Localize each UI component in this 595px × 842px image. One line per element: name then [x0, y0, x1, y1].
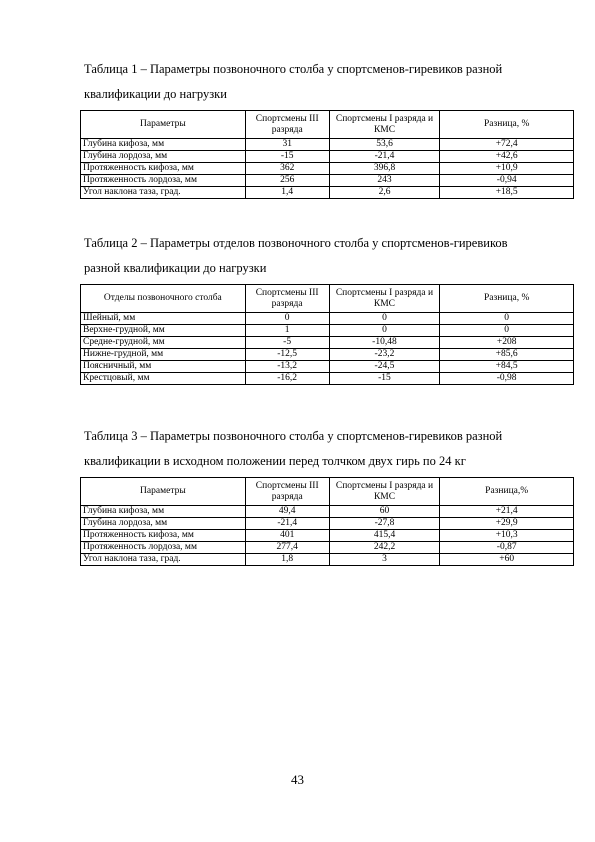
row-label: Верхне-грудной, мм [81, 325, 246, 337]
header-cell: Спортсмены I разряда и КМС [329, 111, 440, 139]
header-cell: Спортсмены I разряда и КМС [329, 478, 440, 506]
table-row [81, 139, 574, 151]
table-header-row [81, 478, 574, 506]
cell-value: +60 [440, 554, 574, 566]
table-2-caption-line-2: разной квалификации до нагрузки [84, 261, 267, 275]
table-header-row [81, 111, 574, 139]
row-label: Поясничный, мм [81, 361, 246, 373]
cell-value: 243 [329, 175, 440, 187]
cell-value: -0,98 [440, 373, 574, 385]
header-cell: Разница, % [440, 111, 574, 139]
page-number: 43 [291, 772, 304, 787]
cell-value: 242,2 [329, 542, 440, 554]
cell-value: 0 [329, 313, 440, 325]
row-label: Угол наклона таза, град. [81, 554, 246, 566]
table-2-caption [84, 231, 554, 281]
cell-value: 256 [245, 175, 329, 187]
cell-value: -0,94 [440, 175, 574, 187]
cell-value: -27,8 [329, 518, 440, 530]
table-row [81, 175, 574, 187]
row-label: Угол наклона таза, град. [81, 187, 246, 199]
header-cell: Спортсмены I разряда и КМС [329, 285, 440, 313]
row-label: Протяженность лордоза, мм [81, 542, 246, 554]
table-row [81, 506, 574, 518]
row-label: Средне-грудной, мм [81, 337, 246, 349]
table-row [81, 337, 574, 349]
cell-value: -24,5 [329, 361, 440, 373]
table-2-caption-line-1: Таблица 2 – Параметры отделов позвоночного столба у спортсменов-гиревиков [84, 236, 508, 250]
table-row [81, 542, 574, 554]
table-1-caption-line-1: Таблица 1 – Параметры позвоночного столба у спортсменов-гиревиков разной [84, 62, 503, 76]
cell-value: 3 [329, 554, 440, 566]
row-label: Протяженность кифоза, мм [81, 530, 246, 542]
table-row [81, 313, 574, 325]
cell-value: +85,6 [440, 349, 574, 361]
cell-value: -23,2 [329, 349, 440, 361]
table-header-row [81, 285, 574, 313]
cell-value: +72,4 [440, 139, 574, 151]
cell-value: +18,5 [440, 187, 574, 199]
cell-value: 1 [245, 325, 329, 337]
table-row [81, 518, 574, 530]
cell-value: +10,9 [440, 163, 574, 175]
cell-value: -0,87 [440, 542, 574, 554]
cell-value: 1,4 [245, 187, 329, 199]
header-cell: Спортсмены III разряда [245, 285, 329, 313]
cell-value: -10,48 [329, 337, 440, 349]
cell-value: +29,9 [440, 518, 574, 530]
cell-value: 53,6 [329, 139, 440, 151]
table-1-caption [84, 57, 554, 107]
cell-value: +208 [440, 337, 574, 349]
table-row [81, 349, 574, 361]
table-1-caption-line-2: квалификации до нагрузки [84, 87, 227, 101]
header-cell: Параметры [81, 111, 246, 139]
header-cell: Отделы позвоночного столба [81, 285, 246, 313]
table-3-caption-line-2: квалификации в исходном положении перед толчком двух гирь по 24 кг [84, 454, 466, 468]
table-row [81, 373, 574, 385]
row-label: Протяженность кифоза, мм [81, 163, 246, 175]
row-label: Глубина лордоза, мм [81, 518, 246, 530]
cell-value: 0 [440, 325, 574, 337]
header-cell: Спортсмены III разряда [245, 478, 329, 506]
cell-value: -5 [245, 337, 329, 349]
header-cell: Спортсмены III разряда [245, 111, 329, 139]
header-cell: Параметры [81, 478, 246, 506]
header-cell: Разница,% [440, 478, 574, 506]
cell-value: +10,3 [440, 530, 574, 542]
row-label: Глубина лордоза, мм [81, 151, 246, 163]
table-row [81, 151, 574, 163]
cell-value: 396,8 [329, 163, 440, 175]
cell-value: +84,5 [440, 361, 574, 373]
table-3 [80, 477, 574, 566]
cell-value: -16,2 [245, 373, 329, 385]
table-row [81, 530, 574, 542]
table-row [81, 187, 574, 199]
row-label: Нижне-грудной, мм [81, 349, 246, 361]
table-row [81, 163, 574, 175]
cell-value: 401 [245, 530, 329, 542]
row-label: Крестцовый, мм [81, 373, 246, 385]
cell-value: 277,4 [245, 542, 329, 554]
row-label: Шейный, мм [81, 313, 246, 325]
cell-value: 0 [245, 313, 329, 325]
cell-value: -21,4 [245, 518, 329, 530]
cell-value: -21,4 [329, 151, 440, 163]
cell-value: 60 [329, 506, 440, 518]
cell-value: 31 [245, 139, 329, 151]
cell-value: 1,8 [245, 554, 329, 566]
cell-value: 0 [329, 325, 440, 337]
cell-value: -13,2 [245, 361, 329, 373]
cell-value: -15 [245, 151, 329, 163]
table-3-caption [84, 424, 554, 474]
cell-value: 362 [245, 163, 329, 175]
cell-value: 415,4 [329, 530, 440, 542]
row-label: Протяженность лордоза, мм [81, 175, 246, 187]
row-label: Глубина кифоза, мм [81, 506, 246, 518]
cell-value: +21,4 [440, 506, 574, 518]
table-row [81, 325, 574, 337]
table-1 [80, 110, 574, 199]
table-row [81, 361, 574, 373]
row-label: Глубина кифоза, мм [81, 139, 246, 151]
table-3-caption-line-1: Таблица 3 – Параметры позвоночного столба у спортсменов-гиревиков разной [84, 429, 503, 443]
cell-value: -15 [329, 373, 440, 385]
header-cell: Разница, % [440, 285, 574, 313]
cell-value: 49,4 [245, 506, 329, 518]
cell-value: +42,6 [440, 151, 574, 163]
cell-value: 0 [440, 313, 574, 325]
cell-value: 2,6 [329, 187, 440, 199]
table-row [81, 554, 574, 566]
table-2 [80, 284, 574, 385]
cell-value: -12,5 [245, 349, 329, 361]
